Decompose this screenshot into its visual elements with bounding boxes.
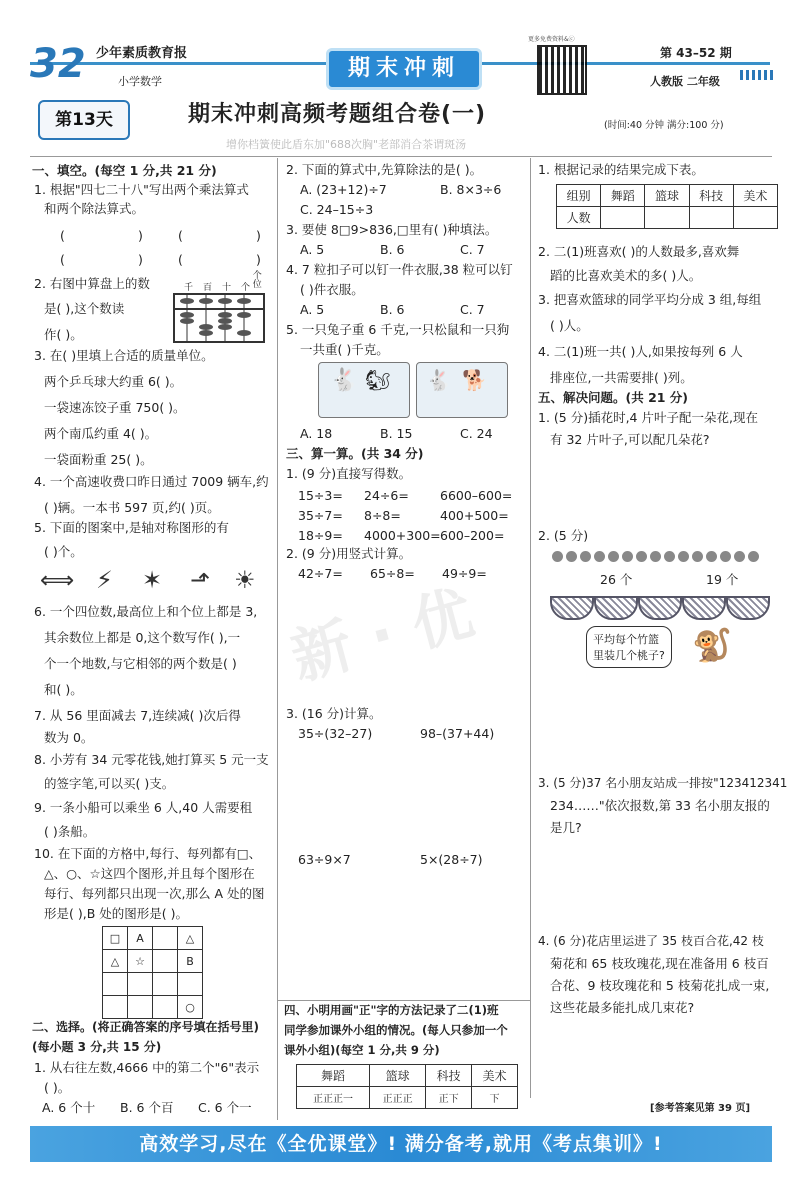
option[interactable]: A. 5 — [300, 302, 325, 317]
abacus-place-label: 十 — [222, 283, 232, 293]
question-text: ( )条船。 — [44, 824, 96, 839]
expression: 42÷7= — [298, 566, 343, 581]
section-divider — [278, 1000, 530, 1001]
question-text: 合花、9 枝玫瑰花和 5 枝菊花扎成一束, — [550, 978, 770, 993]
question-text: 其余数位上都是 0,这个数写作( ),一 — [44, 630, 241, 645]
blank[interactable]: ) — [138, 228, 143, 243]
option[interactable]: B. 6 个百 — [120, 1100, 174, 1115]
double-arrow-icon: ⟺ — [40, 566, 75, 594]
basket-icon — [682, 596, 726, 620]
basket-icon — [550, 596, 594, 620]
tally-cell: 正正正 — [370, 1087, 426, 1109]
star-burst-icon: ✶ — [142, 566, 163, 594]
rabbit-icon: 🐇 — [426, 368, 451, 392]
tally-header: 科技 — [426, 1065, 472, 1087]
sun-icon: ☀ — [234, 566, 256, 594]
expression: 5×(28÷7) — [420, 852, 483, 867]
question-text: 1. 从右往左数,4666 中的第二个"6"表示 — [34, 1060, 260, 1075]
tally-cell: 正正正一 — [297, 1087, 370, 1109]
faded-notice: 增你档簧使此盾东加"688次胸"老部消合茶谓斑汤 — [226, 138, 467, 151]
option[interactable]: A. 5 — [300, 242, 325, 257]
squirrel-icon: 🐿 — [365, 368, 391, 392]
bent-arrow-icon: ⬏ — [190, 566, 211, 594]
option[interactable]: C. 7 — [460, 242, 485, 257]
peach-row — [552, 550, 774, 564]
question-text: 2. 下面的算式中,先算除法的是( )。 — [286, 162, 483, 177]
basket-icon — [726, 596, 770, 620]
issue-number: 第 43–52 期 — [660, 46, 732, 60]
question-text: 234……"依次报数,第 33 名小朋友报的 — [550, 798, 770, 813]
tally-header: 美术 — [472, 1065, 518, 1087]
abacus-place-label: 千 — [184, 283, 194, 293]
blank[interactable]: ( — [178, 252, 183, 267]
subject: 小学数学 — [118, 75, 162, 88]
section-choice: 二、选择。(将正确答案的序号填在括号里) — [32, 1020, 259, 1034]
abacus-place-label: 百 — [203, 283, 213, 293]
question-text: 2. 右图中算盘上的数 — [34, 276, 150, 291]
abacus-place-label: 个 — [241, 283, 251, 293]
shape-grid: □ A △ △ ☆ B ○ — [102, 926, 203, 1019]
section-tally: 同学参加课外小组的情况。(每人只参加一个 — [284, 1023, 508, 1037]
question-text: 9. 一条小船可以乘坐 6 人,40 人需要租 — [34, 800, 253, 815]
expression: 18÷9= — [298, 528, 343, 543]
expression: 600–200= — [440, 528, 505, 543]
question-text: 5. 一只兔子重 6 千克,一只松鼠和一只狗 — [286, 322, 510, 337]
question-text: 6. 一个四位数,最高位上和个位上都是 3, — [34, 604, 258, 619]
result-table: 组别 舞蹈 篮球 科技 美术 人数 — [556, 184, 778, 229]
question-text: 1. 根据"四七二十八"写出两个乘法算式 — [34, 182, 249, 197]
question-text: 是( ),这个数读 — [44, 301, 125, 316]
option[interactable]: B. 8×3÷6 — [440, 182, 502, 197]
expression: 63÷9×7 — [298, 852, 351, 867]
expression: 8÷8= — [364, 508, 401, 523]
question-text: 蹈的比喜欢美术的多( )人。 — [550, 268, 702, 283]
question-text: 形是( ),B 处的图形是( )。 — [44, 906, 188, 921]
option[interactable]: C. 24–15÷3 — [300, 202, 374, 217]
question-text: 有 32 片叶子,可以配几朵花? — [550, 432, 710, 447]
question-text: ( )个。 — [44, 544, 83, 559]
question-text: 2. (5 分) — [538, 528, 589, 543]
question-text: 1. (5 分)插花时,4 片叶子配一朵花,现在 — [538, 410, 758, 425]
option[interactable]: C. 7 — [460, 302, 485, 317]
question-text: 3. 把喜欢篮球的同学平均分成 3 组,每组 — [538, 292, 762, 307]
blank[interactable]: ( — [60, 228, 65, 243]
section-tally: 四、小明用画"正"字的方法记录了二(1)班 — [284, 1003, 499, 1017]
expression: 35÷7= — [298, 508, 343, 523]
speech-bubble: 平均每个竹篮 里装几个桃子? — [586, 626, 672, 668]
option[interactable]: A. (23+12)÷7 — [300, 182, 387, 197]
basket-icon — [638, 596, 682, 620]
question-text: 4. 二(1)班一共( )人,如果按每列 6 人 — [538, 344, 743, 359]
question-text: 7. 从 56 里面减去 7,连续减( )次后得 — [34, 708, 241, 723]
question-text: 每行、每列都只出现一次,那么 A 处的图 — [44, 886, 265, 901]
question-text: 一袋速冻饺子重 750( )。 — [44, 400, 186, 415]
question-text: ( )人。 — [550, 318, 589, 333]
blank[interactable]: ( — [178, 228, 183, 243]
expression: 15÷3= — [298, 488, 343, 503]
question-text: 3. 在( )里填上合适的质量单位。 — [34, 348, 214, 363]
answer-reference: [参考答案见第 39 页] — [650, 1103, 751, 1114]
rabbit-icon: 🐇 — [330, 368, 358, 393]
logo-watermark: 新 · 优 — [284, 578, 481, 694]
question-text: 和两个除法算式。 — [44, 201, 145, 216]
paper-name: 少年素质教育报 — [96, 46, 188, 61]
expression: 6600–600= — [440, 488, 513, 503]
question-text: 4. 7 粒扣子可以钉一件衣服,38 粒可以钉 — [286, 262, 513, 277]
expression: 35÷(32–27) — [298, 726, 373, 741]
question-text: 1. (9 分)直接写得数。 — [286, 466, 412, 481]
section-choice-score: (每小题 3 分,共 15 分) — [32, 1040, 162, 1054]
question-text: 数为 0。 — [44, 730, 94, 745]
blank[interactable]: ( — [60, 252, 65, 267]
expression: 49÷9= — [442, 566, 487, 581]
question-text: 这些花最多能扎成几束花? — [550, 1000, 695, 1015]
question-text: ( )辆。一本书 597 页,约( )页。 — [44, 500, 220, 515]
option[interactable]: C. 24 — [460, 426, 493, 441]
column-divider — [530, 158, 531, 1098]
option[interactable]: B. 6 — [380, 242, 405, 257]
option[interactable]: C. 6 个一 — [198, 1100, 252, 1115]
option[interactable]: B. 6 — [380, 302, 405, 317]
qr-code-icon — [537, 45, 587, 95]
question-text: ( )件衣服。 — [300, 282, 364, 297]
tally-table — [296, 1064, 518, 1109]
page-title: 期末冲刺高频考题组合卷(一) — [188, 102, 487, 127]
footer-banner: 高效学习,尽在《全优课堂》! 满分备考,就用《考点集训》! — [30, 1126, 772, 1162]
option[interactable]: B. 15 — [380, 426, 413, 441]
monkey-icon: 🐒 — [692, 626, 732, 664]
day-badge: 第13天 — [38, 100, 130, 140]
expression: 400+500= — [440, 508, 509, 523]
expression: 24÷6= — [364, 488, 409, 503]
question-text: 菊花和 65 枝玫瑰花,现在准备用 6 枝百 — [550, 956, 769, 971]
question-text: 排座位,一共需要排( )列。 — [550, 370, 693, 385]
basket-icon — [594, 596, 638, 620]
question-text: ( )。 — [44, 1080, 71, 1095]
question-text: 一共重( )千克。 — [300, 342, 389, 357]
column-divider — [277, 158, 278, 1120]
section-calculate: 三、算一算。(共 34 分) — [286, 446, 424, 461]
tally-cell: 正下 — [426, 1087, 472, 1109]
question-text: 8. 小芳有 34 元零花钱,她打算买 5 元一支 — [34, 752, 269, 767]
option[interactable]: A. 6 个十 — [42, 1100, 96, 1115]
question-text: 5. 下面的图案中,是轴对称图形的有 — [34, 520, 229, 535]
section-problems: 五、解决问题。(共 21 分) — [538, 390, 689, 405]
expression: 4000+300= — [364, 528, 441, 543]
option[interactable]: A. 18 — [300, 426, 333, 441]
expression: 65÷8= — [370, 566, 415, 581]
header-divider — [30, 156, 772, 157]
question-text: 2. (9 分)用竖式计算。 — [286, 546, 412, 561]
question-text: 和( )。 — [44, 682, 83, 697]
question-text: 的签字笔,可以买( )支。 — [44, 776, 175, 791]
question-text: 一袋面粉重 25( )。 — [44, 452, 153, 467]
decor-stripes — [740, 70, 775, 80]
question-text: △、○、☆这四个图形,并且每个图形在 — [44, 866, 255, 881]
question-text: 2. 二(1)班喜欢( )的人数最多,喜欢舞 — [538, 244, 740, 259]
question-text: 3. (5 分)37 名小朋友站成一排按"123412341 — [538, 776, 788, 790]
question-text: 两个南瓜约重 4( )。 — [44, 426, 158, 441]
section-tally: 课外小组)(每空 1 分,共 9 分) — [284, 1043, 440, 1057]
section-fill-in: 一、填空。(每空 1 分,共 21 分) — [32, 163, 217, 178]
question-text: 个一个地数,与它相邻的两个数是( ) — [44, 656, 237, 671]
time-score: (时间:40 分钟 满分:100 分) — [604, 120, 724, 131]
question-text: 3. 要使 8□9>836,□里有( )种填法。 — [286, 222, 498, 237]
banner: 期末冲刺 — [326, 48, 482, 90]
question-text: 两个乒乓球大约重 6( )。 — [44, 374, 183, 389]
edition: 人教版 二年级 — [650, 75, 720, 88]
dog-icon: 🐕 — [462, 368, 487, 392]
abacus-place-label: 个位 — [250, 270, 261, 288]
qr-caption: 更多免费资料&ⓒ — [528, 36, 575, 43]
question-text: 10. 在下面的方格中,每行、每列都有□、 — [34, 846, 262, 861]
question-text: 是几? — [550, 820, 582, 835]
lightning-icon: ⚡ — [96, 566, 113, 594]
question-text: 4. (6 分)花店里运进了 35 枝百合花,42 枝 — [538, 934, 764, 948]
tally-header: 篮球 — [370, 1065, 426, 1087]
blank[interactable]: ) — [138, 252, 143, 267]
blank[interactable]: ) — [256, 252, 261, 267]
question-text: 3. (16 分)计算。 — [286, 706, 382, 721]
abacus-icon — [173, 293, 265, 343]
question-text: 4. 一个高速收费口昨日通过 7009 辆车,约 — [34, 474, 269, 489]
question-text: 作( )。 — [44, 327, 83, 342]
blank[interactable]: ) — [256, 228, 261, 243]
tally-cell: 下 — [472, 1087, 518, 1109]
count-label: 19 个 — [706, 572, 739, 587]
count-label: 26 个 — [600, 572, 633, 587]
tally-header: 舞蹈 — [297, 1065, 370, 1087]
page-number: 32 — [30, 41, 86, 87]
question-text: 1. 根据记录的结果完成下表。 — [538, 162, 704, 177]
expression: 98–(37+44) — [420, 726, 495, 741]
